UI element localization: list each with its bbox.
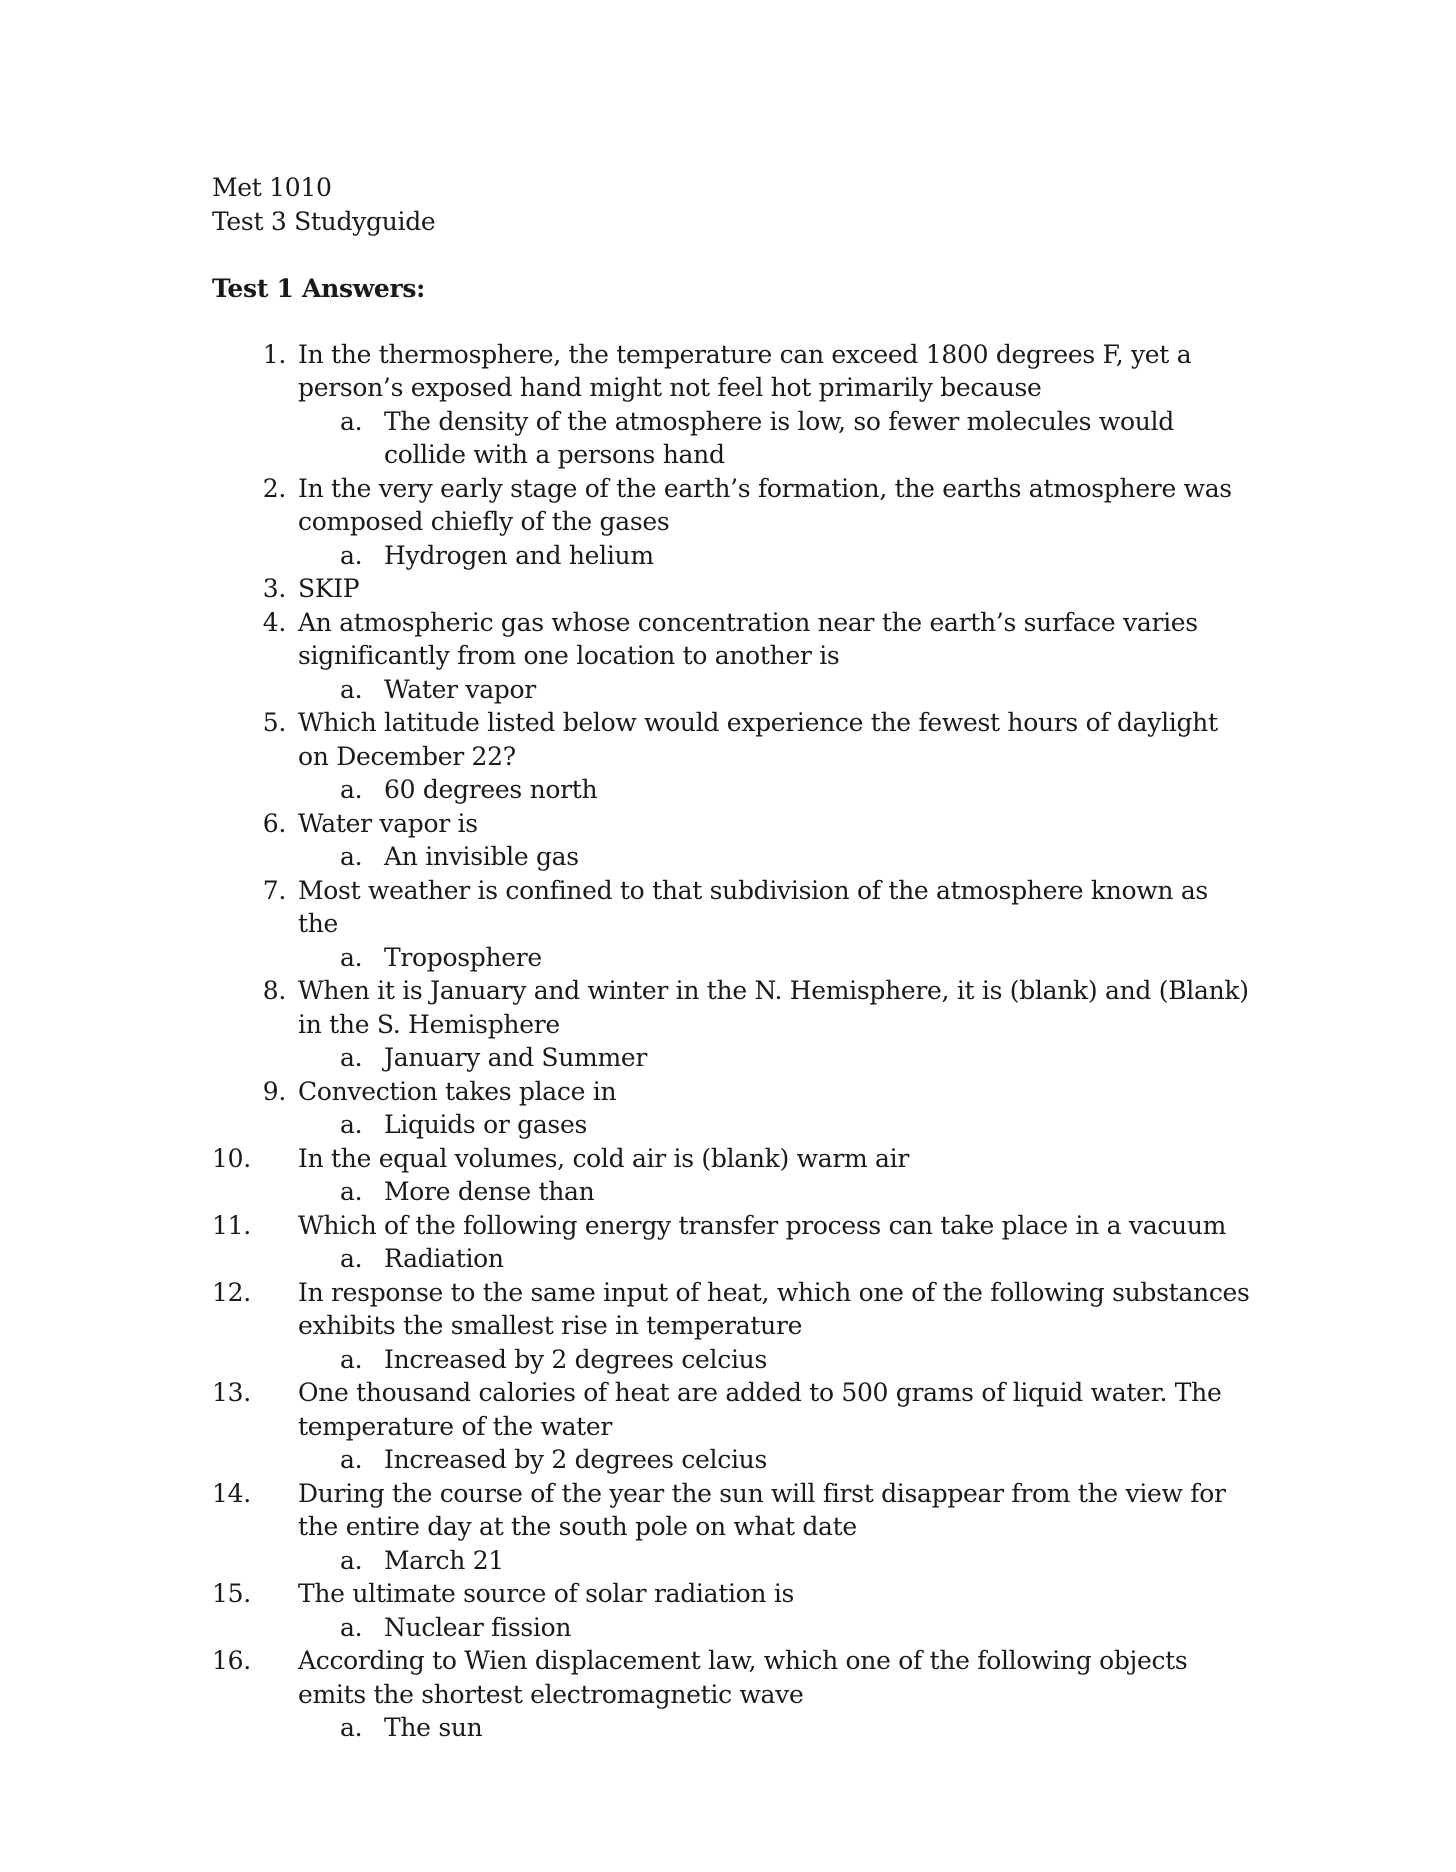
answer-letter: a.	[340, 1713, 363, 1742]
question-text: An atmospheric gas whose concentration near the earth’s surface varies significantly from one location to another is	[298, 607, 1198, 670]
question-text: In the very early stage of the earth’s formation, the earths atmosphere was composed chiefly of the gases	[298, 473, 1232, 536]
question-item	[212, 706, 1252, 807]
question-text: In the thermosphere, the temperature can exceed 1800 degrees F, yet a person’s exposed hand might not feel hot primarily because	[298, 339, 1192, 402]
answer-text: Hydrogen and helium	[384, 540, 654, 570]
answer-item	[212, 1175, 1252, 1209]
section-heading: Test 1 Answers:	[212, 274, 426, 303]
document-subtitle: Test 3 Studyguide	[212, 206, 436, 236]
answer-item	[212, 539, 1252, 573]
answer-letter: a.	[340, 1244, 363, 1273]
question-item	[212, 606, 1252, 707]
question-number: 14.	[212, 1478, 251, 1508]
question-number: 16.	[212, 1646, 251, 1675]
question-number: 8.	[262, 976, 286, 1005]
question-number: 3.	[262, 574, 286, 603]
question-number: 4.	[262, 607, 286, 637]
answer-item	[212, 941, 1252, 975]
answer-item	[212, 1443, 1252, 1477]
answer-item	[212, 1544, 1252, 1578]
answer-letter: a.	[340, 1445, 363, 1474]
answer-item	[212, 1108, 1252, 1142]
answer-text: More dense than	[384, 1177, 595, 1206]
question-text: When it is January and winter in the N. Hemisphere, it is (blank) and (Blank) in the S. Hemisphere	[298, 976, 1249, 1039]
question-item	[212, 1376, 1252, 1477]
answer-letter: a.	[340, 540, 363, 570]
answer-text: Troposphere	[384, 942, 542, 972]
answer-text: Liquids or gases	[384, 1110, 587, 1139]
answer-item	[212, 1041, 1252, 1075]
question-number: 2.	[262, 473, 286, 503]
answer-text: Radiation	[384, 1244, 504, 1273]
question-number: 15.	[212, 1579, 251, 1608]
answer-text: 60 degrees north	[384, 775, 598, 804]
question-number: 13.	[212, 1378, 251, 1407]
question-item	[212, 338, 1252, 472]
answer-letter: a.	[340, 942, 363, 972]
answer-item	[212, 405, 1252, 472]
question-text: In response to the same input of heat, which one of the following substances exhibits the smallest rise in temperature	[298, 1277, 1250, 1340]
answer-item	[212, 840, 1252, 874]
question-item	[212, 1142, 1252, 1209]
answer-item	[212, 1242, 1252, 1276]
answer-item	[212, 773, 1252, 807]
answer-text: An invisible gas	[384, 842, 579, 871]
document-page	[212, 171, 1252, 1745]
answer-text: Nuclear fission	[384, 1612, 572, 1642]
answer-letter: a.	[340, 1612, 363, 1642]
answer-item	[212, 1711, 1252, 1745]
answer-letter: a.	[340, 1344, 363, 1374]
question-text: The ultimate source of solar radiation is	[298, 1579, 795, 1608]
answer-text: January and Summer	[384, 1043, 647, 1072]
question-number: 5.	[262, 708, 286, 737]
question-number: 6.	[262, 808, 286, 838]
question-number: 7.	[262, 875, 286, 905]
question-item	[212, 807, 1252, 874]
answer-letter: a.	[340, 842, 363, 871]
answer-item	[212, 673, 1252, 707]
answer-letter: a.	[340, 406, 363, 436]
answer-letter: a.	[340, 1043, 363, 1072]
question-number: 11.	[212, 1210, 251, 1240]
answer-text: The density of the atmosphere is low, so fewer molecules would collide with a persons hand	[384, 406, 1174, 469]
question-number: 10.	[212, 1143, 251, 1173]
question-text: According to Wien displacement law, which one of the following objects emits the shortest electromagnetic wave	[298, 1646, 1188, 1709]
answer-text: Water vapor	[384, 674, 536, 704]
question-text: During the course of the year the sun will first disappear from the view for the entire day at the south pole on what date	[298, 1478, 1226, 1541]
question-number: 1.	[262, 339, 286, 369]
question-item	[212, 1276, 1252, 1377]
question-text: Convection takes place in	[298, 1076, 617, 1106]
answer-text: March 21	[384, 1545, 504, 1575]
question-text: SKIP	[298, 574, 360, 603]
answer-item	[212, 1611, 1252, 1645]
question-text: Which of the following energy transfer process can take place in a vacuum	[298, 1210, 1227, 1240]
answer-letter: a.	[340, 1177, 363, 1206]
question-item	[212, 874, 1252, 975]
answer-text: Increased by 2 degrees celcius	[384, 1344, 767, 1374]
question-text: Water vapor is	[298, 808, 478, 838]
question-text: One thousand calories of heat are added to 500 grams of liquid water. The temperature of the water	[298, 1378, 1222, 1441]
question-item	[212, 1209, 1252, 1276]
question-item	[212, 1577, 1252, 1644]
answer-letter: a.	[340, 1545, 363, 1575]
answer-text: Increased by 2 degrees celcius	[384, 1445, 767, 1474]
answer-item	[212, 1343, 1252, 1377]
answer-text: The sun	[384, 1713, 483, 1742]
answer-letter: a.	[340, 674, 363, 704]
question-item	[212, 1075, 1252, 1142]
question-item	[212, 1644, 1252, 1745]
question-item	[212, 472, 1252, 573]
course-title: Met 1010	[212, 173, 332, 202]
question-number: 9.	[262, 1076, 286, 1106]
question-item	[212, 1477, 1252, 1578]
question-text: Most weather is confined to that subdivision of the atmosphere known as the	[298, 875, 1208, 938]
question-number: 12.	[212, 1277, 251, 1307]
answer-letter: a.	[340, 1110, 363, 1139]
question-item	[212, 974, 1252, 1075]
question-item	[212, 572, 1252, 606]
answer-letter: a.	[340, 775, 363, 804]
question-text: In the equal volumes, cold air is (blank) warm air	[298, 1143, 909, 1173]
question-text: Which latitude listed below would experience the fewest hours of daylight on December 22?	[298, 708, 1218, 771]
question-list	[212, 338, 1252, 1745]
